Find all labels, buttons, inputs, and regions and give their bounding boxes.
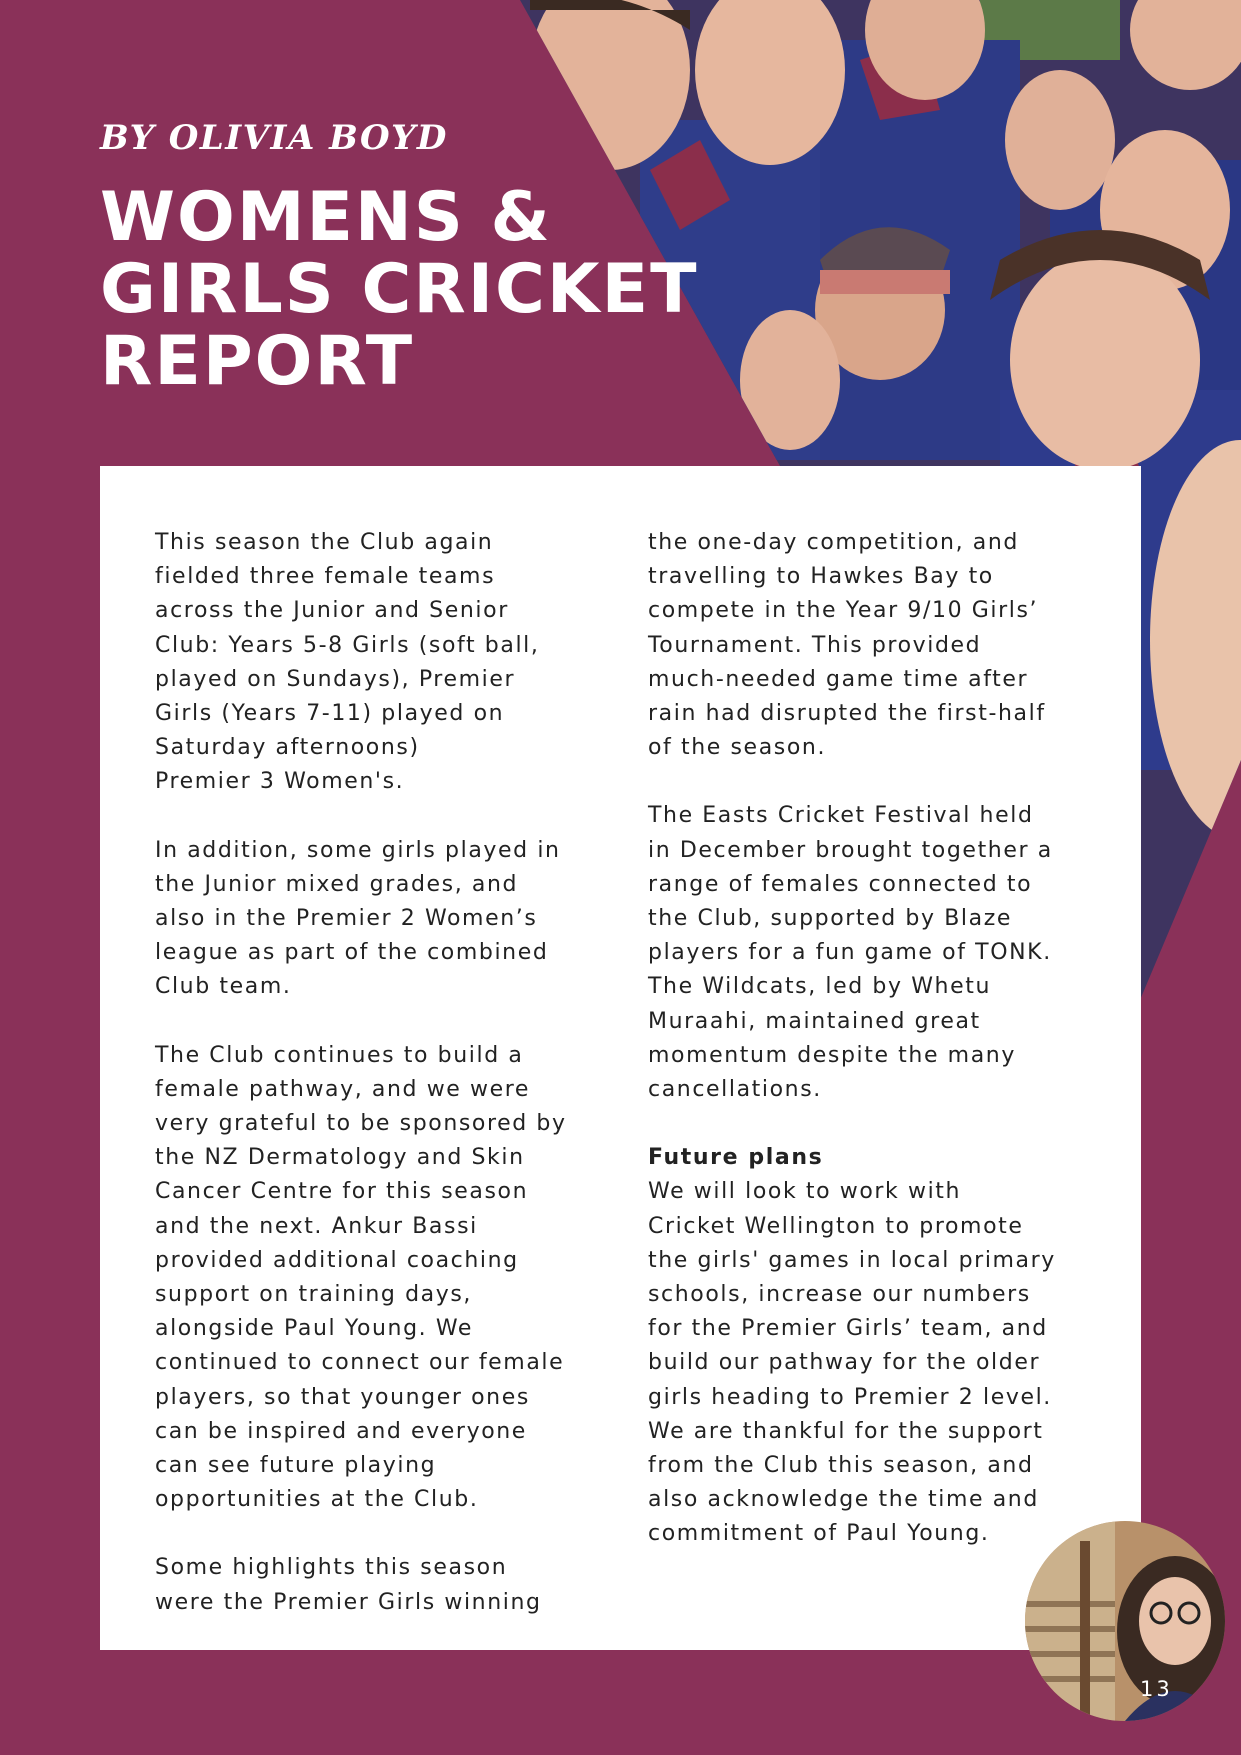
paragraph: The Club continues to build a female pathway, and we were very grateful to be sponsored by the NZ Dermatology and Skin Cancer Centre for this season and the next. Ankur Bassi provided additional coaching support on training days, alongside Paul Young. We continued to connect our female players, so that younger ones can be inspired and everyone can see future playing opportunities at the Club. [155,1042,567,1513]
paragraph: In addition, some girls played in the Junior mixed grades, and also in the Premier 2 Women’s league as part of the combined Club team. [155,837,561,1000]
paragraph: The Easts Cricket Festival held in December brought together a range of females connected to the Club, supported by Blaze players for a fun game of TONK. The Wildcats, led by Whetu Muraahi, maintained great momentum despite the many cancellations. [648,803,1053,1103]
paragraph: This season the Club again fielded three female teams across the Junior and Senior Club: Years 5-8 Girls (soft ball, played on Sundays), Premier Girls (Years 7-11) played on Saturday afternoons) Premier 3 Women's. [155,530,540,795]
author-byline: BY OLIVIA BOYD [100,118,448,158]
page-title [100,178,740,401]
title-line: REPORT [100,322,415,401]
title-line: WOMENS & [100,178,552,257]
future-plans-heading: Future plans [648,1145,824,1171]
title-line: GIRLS CRICKET [100,250,699,329]
page-number: 13 [1140,1677,1173,1701]
article-card [100,466,1141,1650]
author-avatar [1025,1521,1225,1721]
article-column-left [155,526,595,1654]
paragraph: Some highlights this season were the Premier Girls winning [155,1555,542,1615]
future-plans-paragraph: We will look to work with Cricket Wellington to promote the girls' games in local primary schools, increase our numbers for the Premier Girls’ team, and build our pathway for the older girls heading to Premier 2 level. We are thankful for the support from the Club this season, and also acknowledge the time and commitment of Paul Young. [648,1179,1056,1547]
paragraph: the one-day competition, and travelling to Hawkes Bay to compete in the Year 9/10 Girls’ Tournament. This provided much-needed game time after rain had disrupted the first-half of the season. [648,530,1046,761]
article-column-right [648,526,1088,1586]
